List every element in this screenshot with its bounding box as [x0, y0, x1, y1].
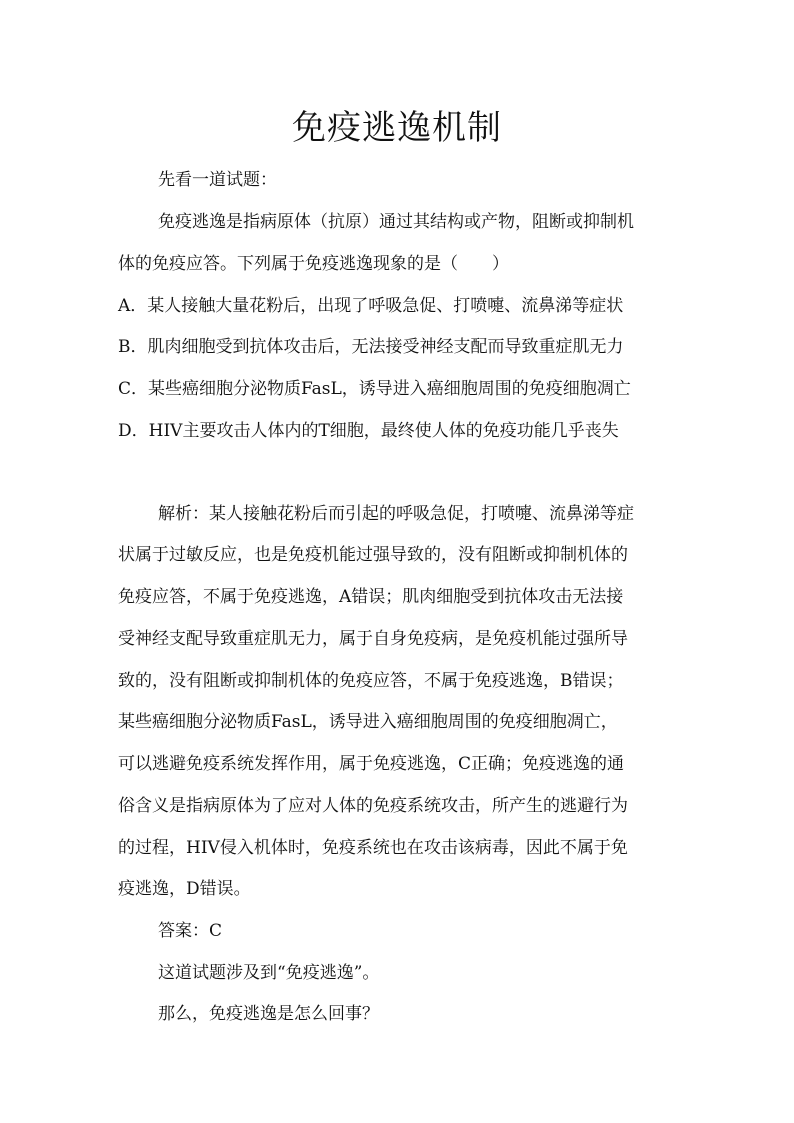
note-line-2: 那么，免疫逃逸是怎么回事？ [158, 1004, 379, 1024]
option-c: C．某些癌细胞分泌物质FasL，诱导进入癌细胞周围的免疫细胞凋亡 [118, 379, 631, 399]
question-stem-line-1: 免疫逃逸是指病原体（抗原）通过其结构或产物，阻断或抑制机 [158, 212, 634, 232]
analysis-line-3: 免疫应答，不属于免疫逃逸，A错误；肌肉细胞受到抗体攻击无法接 [118, 587, 624, 607]
question-stem-line-2: 体的免疫应答。下列属于免疫逃逸现象的是（ ） [118, 254, 509, 274]
analysis-line-1: 解析：某人接触花粉后而引起的呼吸急促，打喷嚏、流鼻涕等症 [158, 504, 634, 524]
analysis-line-7: 可以逃避免疫系统发挥作用，属于免疫逃逸，C正确；免疫逃逸的通 [118, 754, 625, 774]
note-line-1: 这道试题涉及到“免疫逃逸”。 [158, 963, 380, 983]
option-b: B．肌肉细胞受到抗体攻击后，无法接受神经支配而导致重症肌无力 [118, 337, 624, 357]
analysis-line-6: 某些癌细胞分泌物质FasL，诱导进入癌细胞周围的免疫细胞凋亡， [118, 712, 618, 732]
analysis-line-9: 的过程，HIV侵入机体时，免疫系统也在攻击该病毒，因此不属于免 [118, 838, 628, 858]
analysis-line-2: 状属于过敏反应，也是免疫机能过强导致的，没有阻断或抑制机体的 [118, 545, 628, 565]
analysis-line-10: 疫逃逸，D错误。 [118, 879, 251, 899]
intro-text: 先看一道试题： [158, 170, 277, 190]
option-a: A．某人接触大量花粉后，出现了呼吸急促、打喷嚏、流鼻涕等症状 [118, 296, 624, 316]
analysis-line-5: 致的，没有阻断或抑制机体的免疫应答，不属于免疫逃逸，B错误； [118, 671, 624, 691]
analysis-line-8: 俗含义是指病原体为了应对人体的免疫系统攻击，所产生的逃避行为 [118, 796, 628, 816]
page-title: 免疫逃逸机制 [292, 108, 502, 148]
analysis-line-4: 受神经支配导致重症肌无力，属于自身免疫病，是免疫机能过强所导 [118, 629, 628, 649]
answer-text: 答案：C [158, 921, 223, 941]
option-d: D．HIV主要攻击人体内的T细胞，最终使人体的免疫功能几乎丧失 [118, 421, 619, 441]
